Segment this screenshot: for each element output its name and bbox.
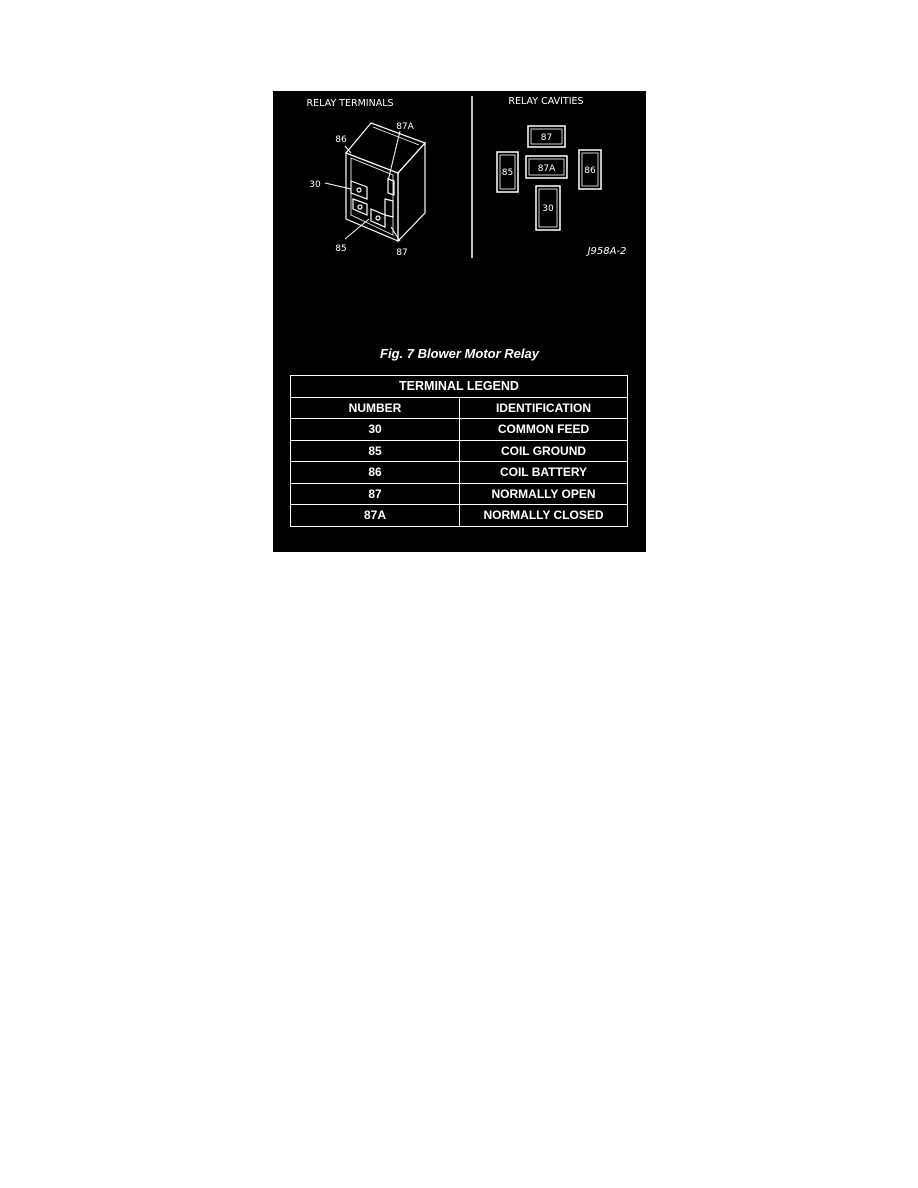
table-row xyxy=(291,419,628,441)
terminal-legend-table xyxy=(290,375,628,527)
legend-title: TERMINAL LEGEND xyxy=(291,376,628,398)
cavity-label-86: 86 xyxy=(584,166,596,176)
cavity-label-87a: 87A xyxy=(537,164,556,174)
legend-number-cell: 85 xyxy=(291,440,460,462)
terminal-label-86: 86 xyxy=(335,135,347,145)
legend-identification-cell: NORMALLY CLOSED xyxy=(460,505,628,527)
legend-number-cell: 87A xyxy=(291,505,460,527)
relay-cavities-heading: RELAY CAVITIES xyxy=(508,96,584,107)
figure-code: J958A-2 xyxy=(587,246,627,257)
legend-number-cell: 87 xyxy=(291,483,460,505)
legend-title-row xyxy=(291,376,628,398)
legend-header-identification: IDENTIFICATION xyxy=(460,397,628,419)
leader-lines xyxy=(325,131,400,241)
cavity-label-85: 85 xyxy=(501,168,514,178)
table-row xyxy=(291,440,628,462)
figure-caption: Fig. 7 Blower Motor Relay xyxy=(380,346,539,361)
table-row xyxy=(291,505,628,527)
legend-identification-cell: COIL BATTERY xyxy=(460,462,628,484)
terminal-label-85: 85 xyxy=(335,244,347,254)
cavity-label-30: 30 xyxy=(542,204,554,214)
cavity-label-87: 87 xyxy=(540,133,553,143)
legend-identification-cell: COIL GROUND xyxy=(460,440,628,462)
relay-blades-icon xyxy=(351,179,394,227)
table-row xyxy=(291,483,628,505)
legend-header-number: NUMBER xyxy=(291,397,460,419)
terminal-label-87a: 87A xyxy=(396,122,414,132)
relay-figure xyxy=(273,91,646,552)
table-row xyxy=(291,462,628,484)
legend-identification-cell: NORMALLY OPEN xyxy=(460,483,628,505)
legend-number-cell: 30 xyxy=(291,419,460,441)
legend-number-cell: 86 xyxy=(291,462,460,484)
legend-identification-cell: COMMON FEED xyxy=(460,419,628,441)
relay-terminals-heading: RELAY TERMINALS xyxy=(306,98,394,109)
legend-header-row xyxy=(291,397,628,419)
terminal-label-87: 87 xyxy=(396,248,408,258)
terminal-label-30: 30 xyxy=(309,180,321,190)
